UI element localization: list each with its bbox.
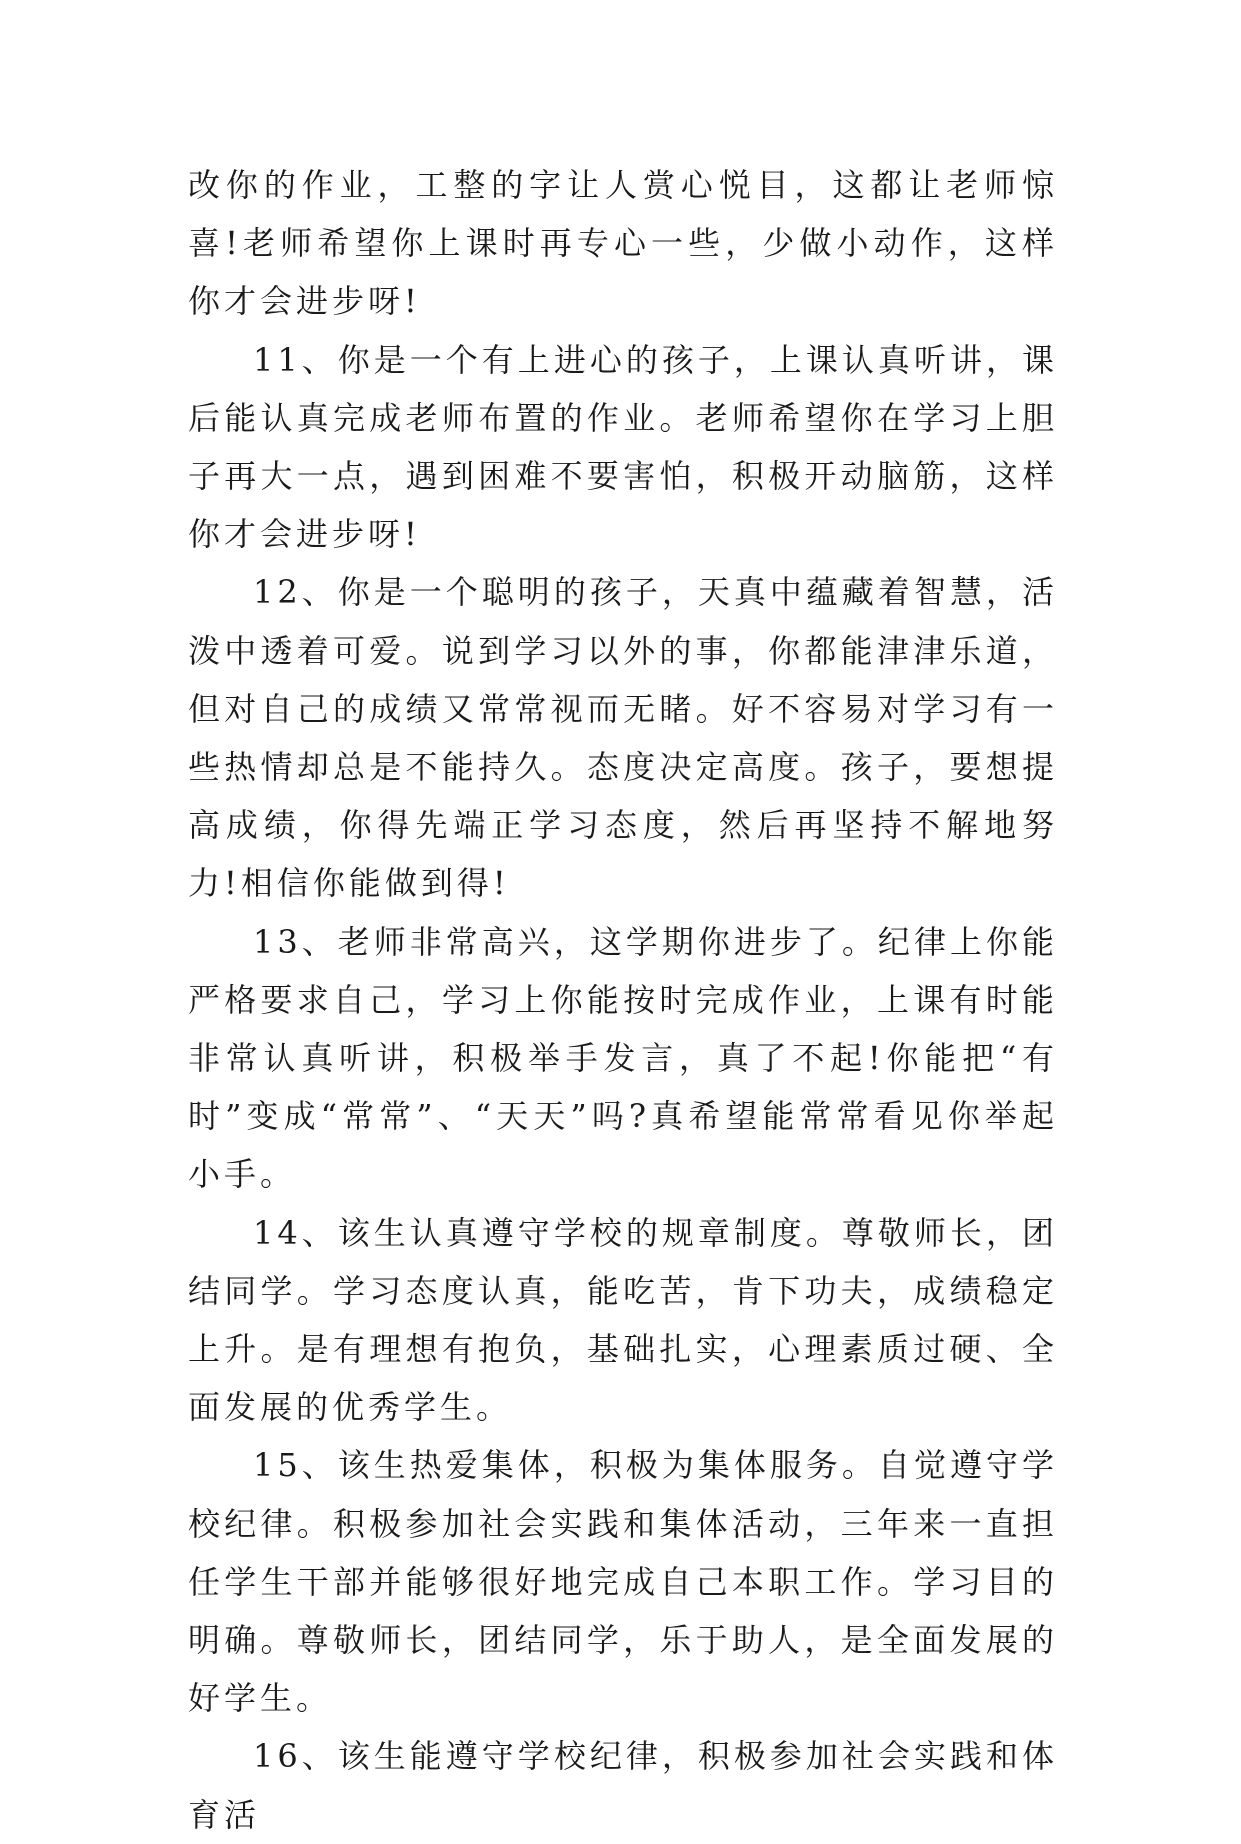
paragraph-item-13: 13、老师非常高兴，这学期你进步了。纪律上你能严格要求自己，学习上你能按时完成作业，上课有时能非常认真听讲，积极举手发言，真了不起!你能把“有时”变成“常常”、“天天”吗?真希望能常常看见你举起小手。 (188, 922, 1058, 1194)
paragraph-item-12: 12、你是一个聪明的孩子，天真中蕴藏着智慧，活泼中透着可爱。说到学习以外的事，你都能津津乐道，但对自己的成绩又常常视而无睹。好不容易对学习有一些热情却总是不能持久。态度决定高度。孩子，要想提高成绩，你得先端正学习态度，然后再坚持不解地努力!相信你能做到得! (188, 573, 1058, 903)
paragraph-item-14: 14、该生认真遵守学校的规章制度。尊敬师长，团结同学。学习态度认真，能吃苦，肯下功夫，成绩稳定上升。是有理想有抱负，基础扎实，心理素质过硬、全面发展的优秀学生。 (188, 1213, 1058, 1427)
paragraph-item-11: 11、你是一个有上进心的孩子，上课认真听讲，课后能认真完成老师布置的作业。老师希望你在学习上胆子再大一点，遇到困难不要害怕，积极开动脑筋，这样你才会进步呀! (188, 340, 1058, 554)
paragraph-continuation: 改你的作业，工整的字让人赏心悦目，这都让老师惊喜!老师希望你上课时再专心一些，少做小动作，这样你才会进步呀! (188, 166, 1058, 321)
document-body (188, 156, 1058, 1844)
paragraph-item-15: 15、该生热爱集体，积极为集体服务。自觉遵守学校纪律。积极参加社会实践和集体活动，三年来一直担任学生干部并能够很好地完成自己本职工作。学习目的明确。尊敬师长，团结同学，乐于助人，是全面发展的好学生。 (188, 1446, 1058, 1718)
paragraph-item-16: 16、该生能遵守学校纪律，积极参加社会实践和体育活 (188, 1737, 1058, 1834)
